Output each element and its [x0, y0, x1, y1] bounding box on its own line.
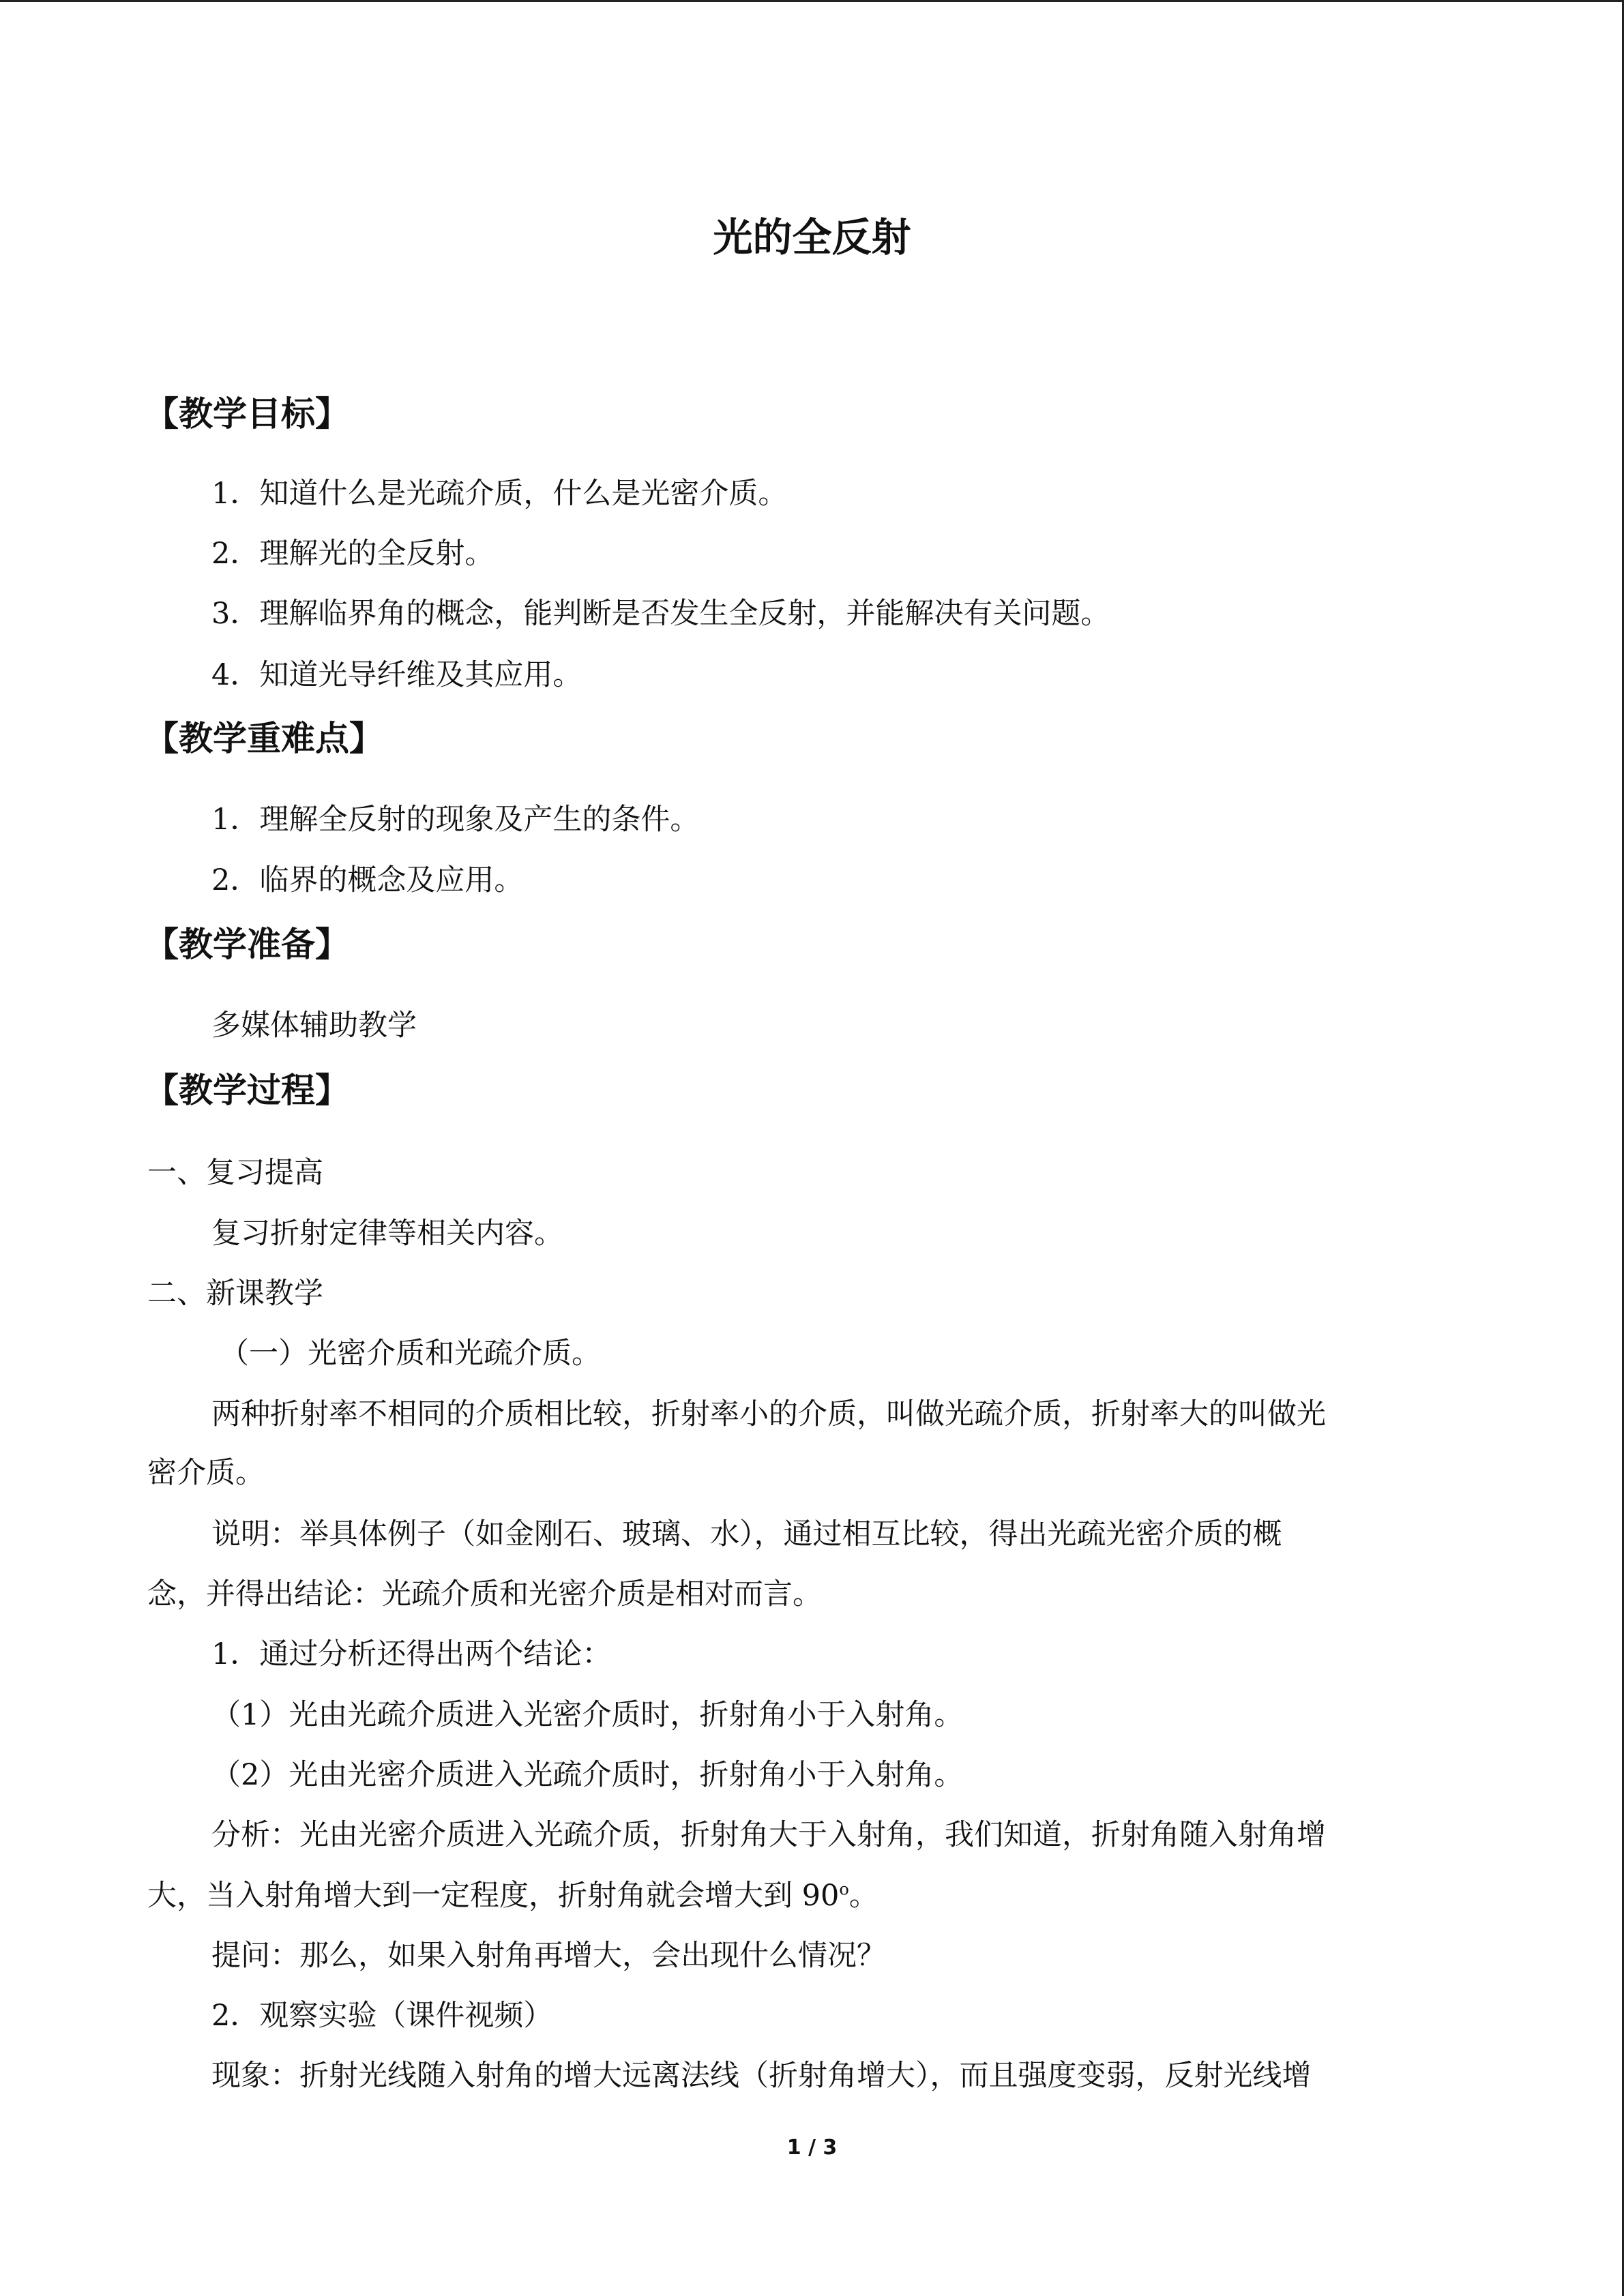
goal-item: 2．理解光的全反射。 [211, 537, 494, 571]
process-line: 1．通过分析还得出两个结论： [211, 1637, 612, 1671]
process-line: 密介质。 [147, 1456, 265, 1490]
goal-item: 4．知道光导纤维及其应用。 [211, 658, 582, 692]
process-line: 复习折射定律等相关内容。 [211, 1217, 563, 1251]
process-line: 2．观察实验（课件视频） [211, 1999, 553, 2033]
process-subheading: （一）光密介质和光疏介质。 [220, 1337, 601, 1371]
document-title: 光的全反射 [713, 214, 911, 260]
section-heading-process: 【教学过程】 [145, 1071, 349, 1110]
key-point-item: 1．理解全反射的现象及产生的条件。 [211, 803, 700, 837]
process-line: 念，并得出结论：光疏介质和光密介质是相对而言。 [147, 1577, 822, 1611]
process-line: 现象：折射光线随入射角的增大远离法线（折射角增大），而且强度变弱，反射光线增 [211, 2059, 1312, 2093]
goal-item: 3．理解临界角的概念，能判断是否发生全反射，并能解决有关问题。 [211, 597, 1110, 631]
section-heading-key-points: 【教学重难点】 [145, 719, 383, 758]
degree-superscript: o [839, 1879, 849, 1899]
page-border-top [0, 0, 1624, 2]
process-line: 说明：举具体例子（如金刚石、玻璃、水），通过相互比较，得出光疏光密介质的概 [211, 1517, 1282, 1551]
process-line: 分析：光由光密介质进入光疏介质，折射角大于入射角，我们知道，折射角随入射角增 [211, 1818, 1326, 1852]
process-line [147, 1875, 879, 1916]
goal-item: 1．知道什么是光疏介质，什么是光密介质。 [211, 477, 788, 511]
process-heading-review: 一、复习提高 [147, 1156, 323, 1190]
process-line: 两种折射率不相同的介质相比较，折射率小的介质，叫做光疏介质，折射率大的叫做光 [211, 1397, 1326, 1431]
preparation-item: 多媒体辅助教学 [211, 1009, 417, 1043]
process-line: （2）光由光密介质进入光疏介质时，折射角小于入射角。 [211, 1758, 964, 1792]
process-heading-new-lesson: 二、新课教学 [147, 1277, 323, 1311]
section-heading-preparation: 【教学准备】 [145, 925, 349, 964]
process-line: （1）光由光疏介质进入光密介质时，折射角小于入射角。 [211, 1698, 964, 1732]
process-line-text: 大，当入射角增大到一定程度，折射角就会增大到 90 [147, 1879, 840, 1913]
page-number: 1 / 3 [786, 2136, 838, 2160]
key-point-item: 2．临界的概念及应用。 [211, 863, 524, 897]
process-line: 提问：那么，如果入射角再增大，会出现什么情况？ [211, 1939, 886, 1973]
section-heading-goals: 【教学目标】 [145, 394, 349, 434]
process-line-end: 。 [848, 1879, 879, 1913]
